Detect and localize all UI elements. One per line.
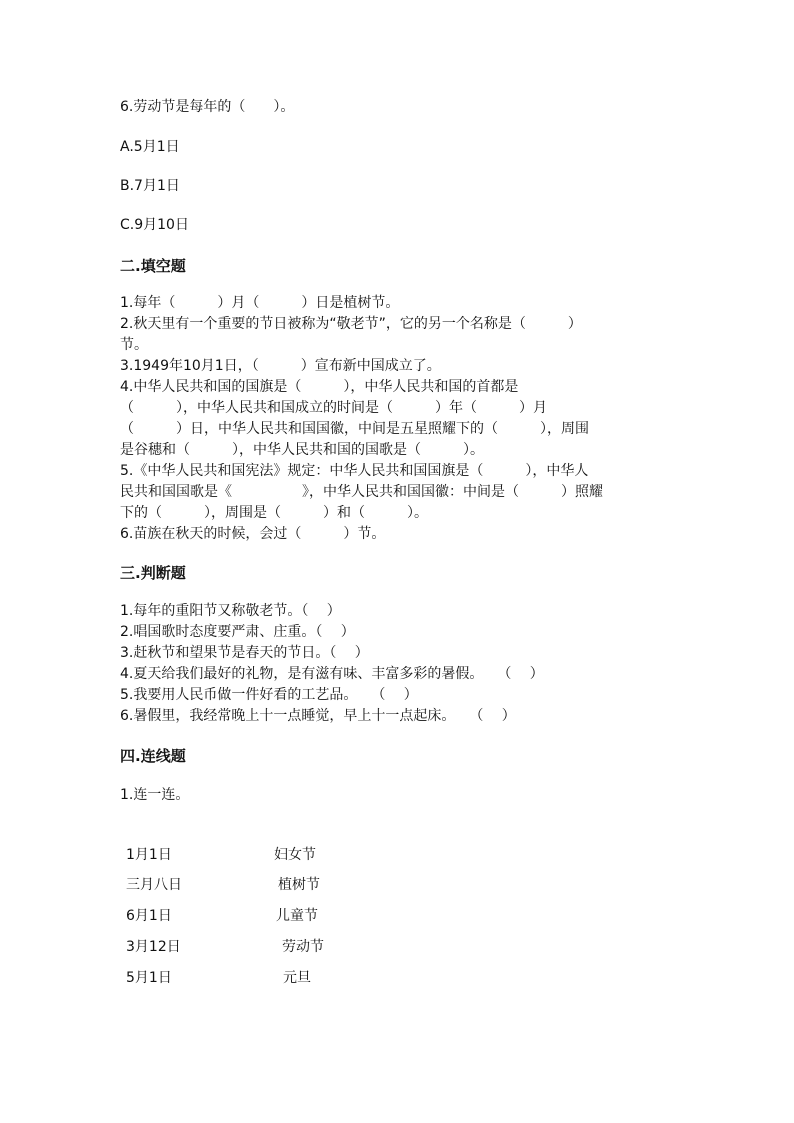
match-right-item: 儿童节 (276, 908, 318, 924)
fill-line-7: （ ）日，中华人民共和国国徽，中间是五星照耀下的（ ），周围 (120, 421, 589, 437)
fill-line-6: （ ），中华人民共和国成立的时间是（ ）年（ ）月 (120, 400, 547, 416)
match-left-item: 1月1日 (126, 847, 172, 863)
match-left-item: 5月1日 (126, 970, 172, 986)
fill-line-10: 民共和国国歌是《 》，中华人民共和国国徽：中间是（ ）照耀 (120, 484, 603, 500)
match-left-item: 三月八日 (126, 877, 182, 893)
fill-line-1: 1.每年（ ）月（ ）日是植树节。 (120, 295, 400, 311)
fill-line-5: 4.中华人民共和国的国旗是（ ），中华人民共和国的首都是 (120, 379, 519, 395)
match-right-item: 元旦 (283, 970, 311, 986)
judge-line-1: 1.每年的重阳节又称敬老节。（ ） (120, 603, 341, 619)
match-right-item: 植树节 (278, 877, 320, 893)
match-right-item: 妇女节 (274, 847, 316, 863)
judge-line-6: 6.暑假里，我经常晚上十一点睡觉，早上十一点起床。 （ ） (120, 708, 516, 724)
fill-line-2: 2.秋天里有一个重要的节日被称为“敬老节”，它的另一个名称是（ ） (120, 316, 582, 332)
question-6-option-c: C.9月10日 (120, 217, 189, 233)
judge-line-4: 4.夏天给我们最好的礼物，是有滋有味、丰富多彩的暑假。 （ ） (120, 666, 544, 682)
fill-line-11: 下的（ ），周围是（ ）和（ ）。 (120, 505, 428, 521)
question-6-option-b: B.7月1日 (120, 178, 180, 194)
match-left-item: 6月1日 (126, 908, 172, 924)
match-left-item: 3月12日 (126, 939, 181, 955)
fill-line-8: 是谷穗和（ ），中华人民共和国的国歌是（ ）。 (120, 442, 484, 458)
question-6-stem: 6.劳动节是每年的（ ）。 (120, 99, 295, 115)
fill-line-3: 节。 (120, 337, 148, 353)
matching-prompt: 1.连一连。 (120, 787, 190, 803)
judge-line-2: 2.唱国歌时态度要严肃、庄重。（ ） (120, 624, 355, 640)
fill-line-12: 6.苗族在秋天的时候，会过（ ）节。 (120, 526, 386, 542)
fill-line-4: 3.1949年10月1日，（ ）宣布新中国成立了。 (120, 358, 441, 374)
section-3-title: 三.判断题 (120, 564, 186, 582)
fill-line-9: 5.《中华人民共和国宪法》规定：中华人民共和国国旗是（ ），中华人 (120, 463, 589, 479)
match-right-item: 劳动节 (282, 939, 324, 955)
section-4-title: 四.连线题 (120, 747, 186, 765)
judge-line-5: 5.我要用人民币做一件好看的工艺品。 （ ） (120, 687, 418, 703)
question-6-option-a: A.5月1日 (120, 139, 180, 155)
section-2-title: 二.填空题 (120, 257, 186, 275)
judge-line-3: 3.赶秋节和望果节是春天的节日。（ ） (120, 645, 369, 661)
